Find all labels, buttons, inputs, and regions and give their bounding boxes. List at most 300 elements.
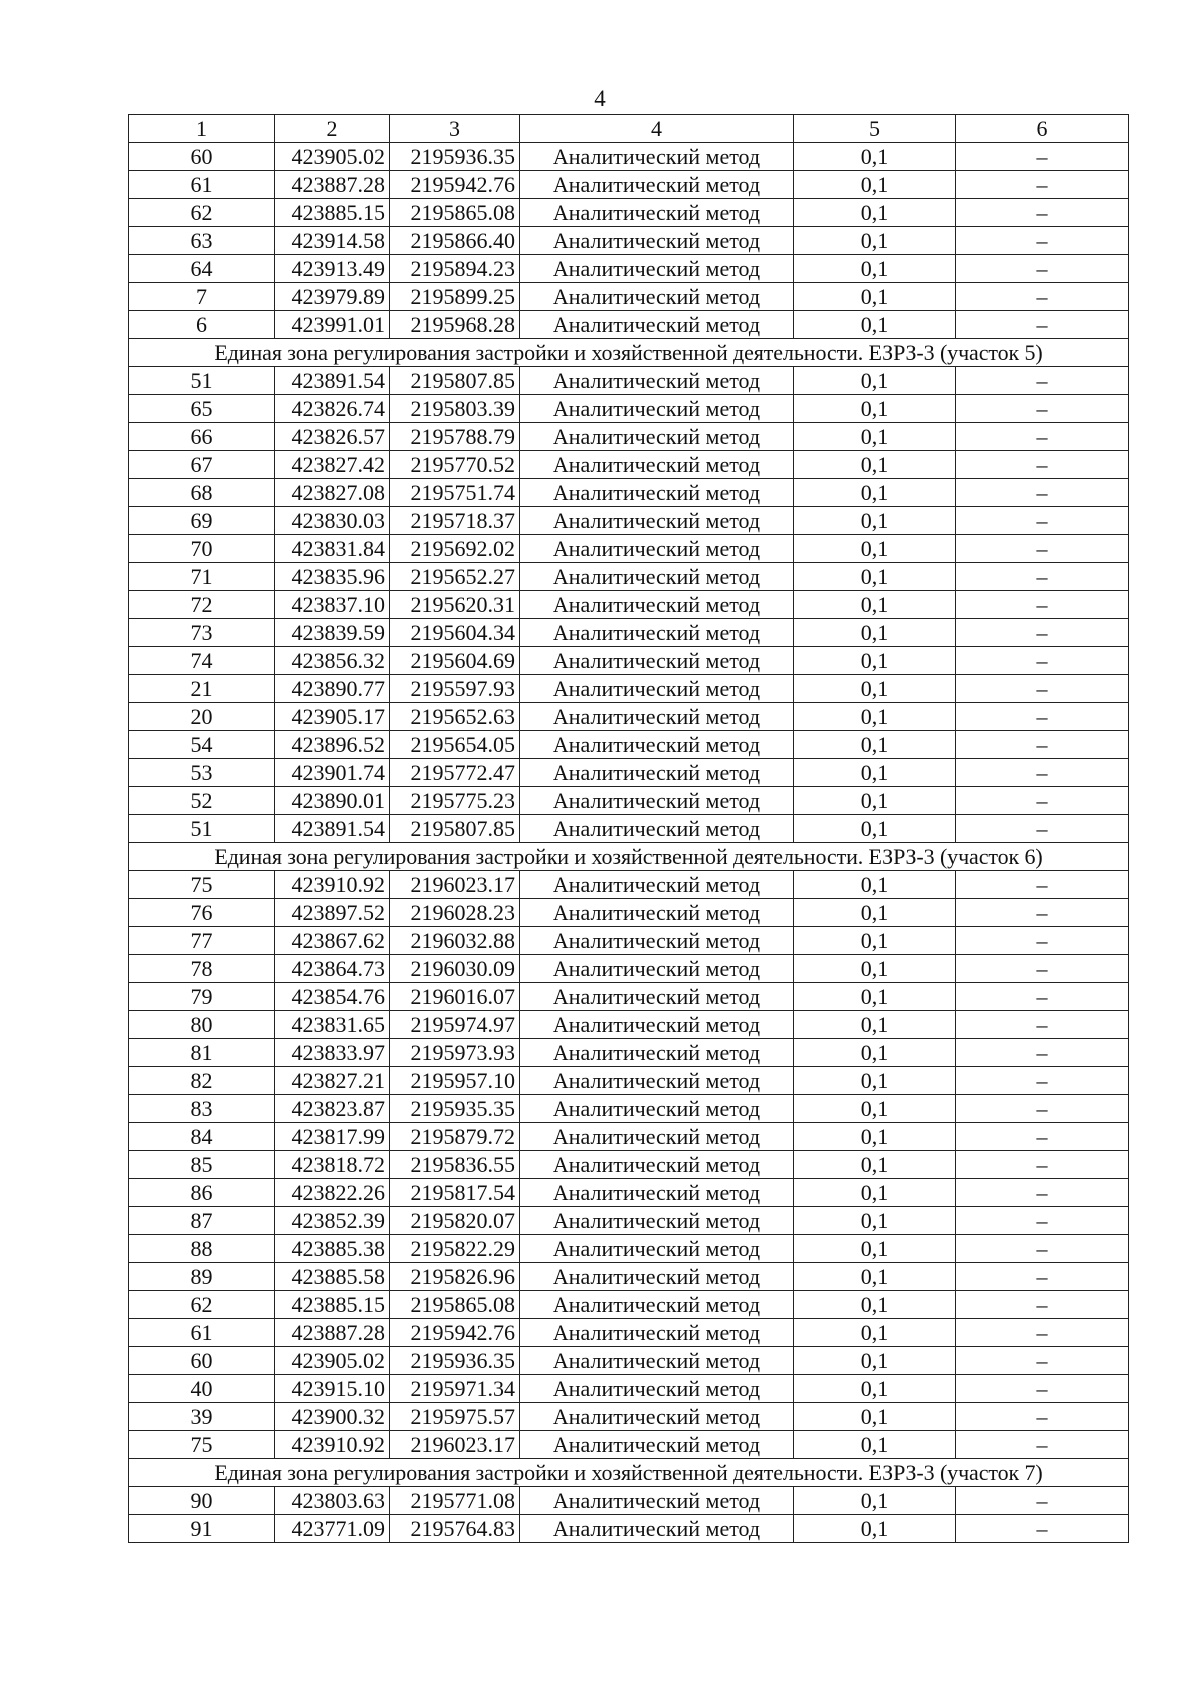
y-coordinate-cell: 2195968.28 — [390, 311, 520, 339]
method-cell: Аналитический метод — [520, 171, 794, 199]
zone-section-title: Единая зона регулирования застройки и хозяйственной деятельности. ЕЗРЗ-3 (участок 5) — [129, 339, 1129, 367]
note-cell: – — [956, 1067, 1129, 1095]
method-cell: Аналитический метод — [520, 367, 794, 395]
accuracy-cell: 0,1 — [794, 367, 956, 395]
y-coordinate-cell: 2195942.76 — [390, 171, 520, 199]
note-cell: – — [956, 1095, 1129, 1123]
page-number: 4 — [594, 86, 606, 111]
accuracy-cell: 0,1 — [794, 311, 956, 339]
point-number-cell: 89 — [129, 1263, 275, 1291]
accuracy-cell: 0,1 — [794, 983, 956, 1011]
x-coordinate-cell: 423854.76 — [275, 983, 390, 1011]
x-coordinate-cell: 423835.96 — [275, 563, 390, 591]
note-cell: – — [956, 535, 1129, 563]
note-cell: – — [956, 1487, 1129, 1515]
accuracy-cell: 0,1 — [794, 1123, 956, 1151]
y-coordinate-cell: 2196023.17 — [390, 1431, 520, 1459]
y-coordinate-cell: 2195620.31 — [390, 591, 520, 619]
table-row — [129, 143, 1129, 171]
point-number-cell: 62 — [129, 199, 275, 227]
method-cell: Аналитический метод — [520, 1207, 794, 1235]
table-row — [129, 1011, 1129, 1039]
point-number-cell: 74 — [129, 647, 275, 675]
point-number-cell: 75 — [129, 871, 275, 899]
y-coordinate-cell: 2195807.85 — [390, 367, 520, 395]
method-cell: Аналитический метод — [520, 619, 794, 647]
table-row — [129, 927, 1129, 955]
x-coordinate-cell: 423827.08 — [275, 479, 390, 507]
y-coordinate-cell: 2195975.57 — [390, 1403, 520, 1431]
y-coordinate-cell: 2195654.05 — [390, 731, 520, 759]
note-cell: – — [956, 423, 1129, 451]
x-coordinate-cell: 423837.10 — [275, 591, 390, 619]
method-cell: Аналитический метод — [520, 479, 794, 507]
point-number-cell: 6 — [129, 311, 275, 339]
accuracy-cell: 0,1 — [794, 871, 956, 899]
accuracy-cell: 0,1 — [794, 1151, 956, 1179]
y-coordinate-cell: 2195775.23 — [390, 787, 520, 815]
point-number-cell: 77 — [129, 927, 275, 955]
note-cell: – — [956, 1011, 1129, 1039]
method-cell: Аналитический метод — [520, 1095, 794, 1123]
y-coordinate-cell: 2195822.29 — [390, 1235, 520, 1263]
method-cell: Аналитический метод — [520, 1011, 794, 1039]
table-row — [129, 507, 1129, 535]
point-number-cell: 73 — [129, 619, 275, 647]
y-coordinate-cell: 2195936.35 — [390, 1347, 520, 1375]
point-number-cell: 40 — [129, 1375, 275, 1403]
note-cell: – — [956, 703, 1129, 731]
method-cell: Аналитический метод — [520, 1151, 794, 1179]
y-coordinate-cell: 2196023.17 — [390, 871, 520, 899]
table-row — [129, 451, 1129, 479]
table-row — [129, 591, 1129, 619]
note-cell: – — [956, 479, 1129, 507]
method-cell: Аналитический метод — [520, 1291, 794, 1319]
coordinates-table-body — [129, 115, 1129, 1543]
column-number-header: 4 — [520, 115, 794, 143]
table-row — [129, 983, 1129, 1011]
point-number-cell: 62 — [129, 1291, 275, 1319]
table-row — [129, 871, 1129, 899]
method-cell: Аналитический метод — [520, 1347, 794, 1375]
accuracy-cell: 0,1 — [794, 227, 956, 255]
note-cell: – — [956, 451, 1129, 479]
table-row — [129, 759, 1129, 787]
note-cell: – — [956, 675, 1129, 703]
note-cell: – — [956, 395, 1129, 423]
note-cell: – — [956, 311, 1129, 339]
accuracy-cell: 0,1 — [794, 1319, 956, 1347]
note-cell: – — [956, 143, 1129, 171]
x-coordinate-cell: 423890.01 — [275, 787, 390, 815]
method-cell: Аналитический метод — [520, 255, 794, 283]
point-number-cell: 75 — [129, 1431, 275, 1459]
method-cell: Аналитический метод — [520, 451, 794, 479]
point-number-cell: 61 — [129, 171, 275, 199]
table-row — [129, 1207, 1129, 1235]
accuracy-cell: 0,1 — [794, 451, 956, 479]
point-number-cell: 63 — [129, 227, 275, 255]
note-cell: – — [956, 815, 1129, 843]
y-coordinate-cell: 2195879.72 — [390, 1123, 520, 1151]
column-number-header: 1 — [129, 115, 275, 143]
y-coordinate-cell: 2195935.35 — [390, 1095, 520, 1123]
method-cell: Аналитический метод — [520, 815, 794, 843]
accuracy-cell: 0,1 — [794, 619, 956, 647]
table-row — [129, 199, 1129, 227]
y-coordinate-cell: 2195803.39 — [390, 395, 520, 423]
method-cell: Аналитический метод — [520, 675, 794, 703]
x-coordinate-cell: 423867.62 — [275, 927, 390, 955]
point-number-cell: 60 — [129, 1347, 275, 1375]
point-number-cell: 69 — [129, 507, 275, 535]
point-number-cell: 87 — [129, 1207, 275, 1235]
note-cell: – — [956, 1375, 1129, 1403]
table-row — [129, 899, 1129, 927]
column-number-header: 2 — [275, 115, 390, 143]
y-coordinate-cell: 2195764.83 — [390, 1515, 520, 1543]
method-cell: Аналитический метод — [520, 647, 794, 675]
x-coordinate-cell: 423905.02 — [275, 1347, 390, 1375]
point-number-cell: 51 — [129, 367, 275, 395]
accuracy-cell: 0,1 — [794, 423, 956, 451]
point-number-cell: 39 — [129, 1403, 275, 1431]
accuracy-cell: 0,1 — [794, 955, 956, 983]
accuracy-cell: 0,1 — [794, 1235, 956, 1263]
accuracy-cell: 0,1 — [794, 1067, 956, 1095]
y-coordinate-cell: 2195652.27 — [390, 563, 520, 591]
table-row — [129, 395, 1129, 423]
method-cell: Аналитический метод — [520, 1319, 794, 1347]
method-cell: Аналитический метод — [520, 1179, 794, 1207]
y-coordinate-cell: 2195771.08 — [390, 1487, 520, 1515]
method-cell: Аналитический метод — [520, 563, 794, 591]
table-row — [129, 1039, 1129, 1067]
note-cell: – — [956, 367, 1129, 395]
column-number-header: 3 — [390, 115, 520, 143]
table-row — [129, 283, 1129, 311]
y-coordinate-cell: 2195718.37 — [390, 507, 520, 535]
accuracy-cell: 0,1 — [794, 1039, 956, 1067]
method-cell: Аналитический метод — [520, 1375, 794, 1403]
x-coordinate-cell: 423915.10 — [275, 1375, 390, 1403]
note-cell: – — [956, 619, 1129, 647]
x-coordinate-cell: 423830.03 — [275, 507, 390, 535]
table-row — [129, 955, 1129, 983]
accuracy-cell: 0,1 — [794, 171, 956, 199]
point-number-cell: 66 — [129, 423, 275, 451]
point-number-cell: 21 — [129, 675, 275, 703]
y-coordinate-cell: 2195865.08 — [390, 1291, 520, 1319]
point-number-cell: 79 — [129, 983, 275, 1011]
point-number-cell: 84 — [129, 1123, 275, 1151]
table-row — [129, 731, 1129, 759]
note-cell: – — [956, 1207, 1129, 1235]
point-number-cell: 52 — [129, 787, 275, 815]
table-row — [129, 1123, 1129, 1151]
y-coordinate-cell: 2195899.25 — [390, 283, 520, 311]
point-number-cell: 20 — [129, 703, 275, 731]
x-coordinate-cell: 423885.58 — [275, 1263, 390, 1291]
point-number-cell: 68 — [129, 479, 275, 507]
point-number-cell: 71 — [129, 563, 275, 591]
note-cell: – — [956, 983, 1129, 1011]
accuracy-cell: 0,1 — [794, 647, 956, 675]
note-cell: – — [956, 199, 1129, 227]
table-row — [129, 815, 1129, 843]
y-coordinate-cell: 2195770.52 — [390, 451, 520, 479]
y-coordinate-cell: 2195957.10 — [390, 1067, 520, 1095]
x-coordinate-cell: 423914.58 — [275, 227, 390, 255]
accuracy-cell: 0,1 — [794, 675, 956, 703]
zone-section-row — [129, 843, 1129, 871]
y-coordinate-cell: 2195971.34 — [390, 1375, 520, 1403]
table-row — [129, 171, 1129, 199]
accuracy-cell: 0,1 — [794, 479, 956, 507]
x-coordinate-cell: 423833.97 — [275, 1039, 390, 1067]
note-cell: – — [956, 1039, 1129, 1067]
method-cell: Аналитический метод — [520, 899, 794, 927]
x-coordinate-cell: 423827.21 — [275, 1067, 390, 1095]
y-coordinate-cell: 2195604.69 — [390, 647, 520, 675]
table-row — [129, 1515, 1129, 1543]
accuracy-cell: 0,1 — [794, 255, 956, 283]
y-coordinate-cell: 2196032.88 — [390, 927, 520, 955]
accuracy-cell: 0,1 — [794, 507, 956, 535]
note-cell: – — [956, 759, 1129, 787]
x-coordinate-cell: 423885.38 — [275, 1235, 390, 1263]
note-cell: – — [956, 1403, 1129, 1431]
x-coordinate-cell: 423896.52 — [275, 731, 390, 759]
table-row — [129, 1095, 1129, 1123]
x-coordinate-cell: 423905.02 — [275, 143, 390, 171]
table-row — [129, 1319, 1129, 1347]
y-coordinate-cell: 2195826.96 — [390, 1263, 520, 1291]
x-coordinate-cell: 423891.54 — [275, 815, 390, 843]
point-number-cell: 76 — [129, 899, 275, 927]
point-number-cell: 85 — [129, 1151, 275, 1179]
table-row — [129, 1375, 1129, 1403]
x-coordinate-cell: 423818.72 — [275, 1151, 390, 1179]
accuracy-cell: 0,1 — [794, 1207, 956, 1235]
accuracy-cell: 0,1 — [794, 759, 956, 787]
y-coordinate-cell: 2195604.34 — [390, 619, 520, 647]
x-coordinate-cell: 423856.32 — [275, 647, 390, 675]
method-cell: Аналитический метод — [520, 423, 794, 451]
y-coordinate-cell: 2195836.55 — [390, 1151, 520, 1179]
accuracy-cell: 0,1 — [794, 1011, 956, 1039]
method-cell: Аналитический метод — [520, 871, 794, 899]
x-coordinate-cell: 423887.28 — [275, 171, 390, 199]
table-row — [129, 787, 1129, 815]
note-cell: – — [956, 507, 1129, 535]
table-row — [129, 619, 1129, 647]
x-coordinate-cell: 423826.57 — [275, 423, 390, 451]
table-row — [129, 647, 1129, 675]
accuracy-cell: 0,1 — [794, 1291, 956, 1319]
point-number-cell: 67 — [129, 451, 275, 479]
point-number-cell: 70 — [129, 535, 275, 563]
method-cell: Аналитический метод — [520, 143, 794, 171]
x-coordinate-cell: 423852.39 — [275, 1207, 390, 1235]
note-cell: – — [956, 1179, 1129, 1207]
x-coordinate-cell: 423771.09 — [275, 1515, 390, 1543]
y-coordinate-cell: 2195942.76 — [390, 1319, 520, 1347]
point-number-cell: 80 — [129, 1011, 275, 1039]
note-cell: – — [956, 283, 1129, 311]
accuracy-cell: 0,1 — [794, 395, 956, 423]
zone-section-row — [129, 339, 1129, 367]
table-row — [129, 367, 1129, 395]
x-coordinate-cell: 423864.73 — [275, 955, 390, 983]
y-coordinate-cell: 2195788.79 — [390, 423, 520, 451]
table-row — [129, 479, 1129, 507]
y-coordinate-cell: 2195597.93 — [390, 675, 520, 703]
method-cell: Аналитический метод — [520, 1487, 794, 1515]
method-cell: Аналитический метод — [520, 395, 794, 423]
point-number-cell: 53 — [129, 759, 275, 787]
y-coordinate-cell: 2195772.47 — [390, 759, 520, 787]
point-number-cell: 90 — [129, 1487, 275, 1515]
note-cell: – — [956, 1515, 1129, 1543]
column-number-header: 6 — [956, 115, 1129, 143]
point-number-cell: 65 — [129, 395, 275, 423]
accuracy-cell: 0,1 — [794, 199, 956, 227]
y-coordinate-cell: 2195974.97 — [390, 1011, 520, 1039]
accuracy-cell: 0,1 — [794, 1375, 956, 1403]
point-number-cell: 78 — [129, 955, 275, 983]
method-cell: Аналитический метод — [520, 591, 794, 619]
x-coordinate-cell: 423826.74 — [275, 395, 390, 423]
note-cell: – — [956, 171, 1129, 199]
x-coordinate-cell: 423905.17 — [275, 703, 390, 731]
x-coordinate-cell: 423910.92 — [275, 871, 390, 899]
note-cell: – — [956, 787, 1129, 815]
note-cell: – — [956, 1347, 1129, 1375]
point-number-cell: 91 — [129, 1515, 275, 1543]
zone-section-title: Единая зона регулирования застройки и хозяйственной деятельности. ЕЗРЗ-3 (участок 6) — [129, 843, 1129, 871]
x-coordinate-cell: 423823.87 — [275, 1095, 390, 1123]
method-cell: Аналитический метод — [520, 1515, 794, 1543]
table-row — [129, 1403, 1129, 1431]
method-cell: Аналитический метод — [520, 507, 794, 535]
method-cell: Аналитический метод — [520, 1263, 794, 1291]
x-coordinate-cell: 423913.49 — [275, 255, 390, 283]
note-cell: – — [956, 731, 1129, 759]
accuracy-cell: 0,1 — [794, 563, 956, 591]
accuracy-cell: 0,1 — [794, 1487, 956, 1515]
table-row — [129, 1431, 1129, 1459]
accuracy-cell: 0,1 — [794, 899, 956, 927]
accuracy-cell: 0,1 — [794, 535, 956, 563]
method-cell: Аналитический метод — [520, 955, 794, 983]
x-coordinate-cell: 423887.28 — [275, 1319, 390, 1347]
note-cell: – — [956, 1123, 1129, 1151]
table-row — [129, 1151, 1129, 1179]
accuracy-cell: 0,1 — [794, 1263, 956, 1291]
point-number-cell: 81 — [129, 1039, 275, 1067]
note-cell: – — [956, 955, 1129, 983]
table-row — [129, 1235, 1129, 1263]
accuracy-cell: 0,1 — [794, 787, 956, 815]
note-cell: – — [956, 1431, 1129, 1459]
table-row — [129, 1347, 1129, 1375]
point-number-cell: 82 — [129, 1067, 275, 1095]
table-row — [129, 227, 1129, 255]
x-coordinate-cell: 423822.26 — [275, 1179, 390, 1207]
x-coordinate-cell: 423890.77 — [275, 675, 390, 703]
point-number-cell: 64 — [129, 255, 275, 283]
y-coordinate-cell: 2195751.74 — [390, 479, 520, 507]
table-row — [129, 1291, 1129, 1319]
method-cell: Аналитический метод — [520, 703, 794, 731]
method-cell: Аналитический метод — [520, 787, 794, 815]
table-row — [129, 311, 1129, 339]
x-coordinate-cell: 423817.99 — [275, 1123, 390, 1151]
note-cell: – — [956, 1235, 1129, 1263]
note-cell: – — [956, 1151, 1129, 1179]
y-coordinate-cell: 2195820.07 — [390, 1207, 520, 1235]
x-coordinate-cell: 423803.63 — [275, 1487, 390, 1515]
accuracy-cell: 0,1 — [794, 731, 956, 759]
method-cell: Аналитический метод — [520, 535, 794, 563]
x-coordinate-cell: 423827.42 — [275, 451, 390, 479]
method-cell: Аналитический метод — [520, 1123, 794, 1151]
accuracy-cell: 0,1 — [794, 815, 956, 843]
y-coordinate-cell: 2195894.23 — [390, 255, 520, 283]
accuracy-cell: 0,1 — [794, 927, 956, 955]
note-cell: – — [956, 255, 1129, 283]
y-coordinate-cell: 2196030.09 — [390, 955, 520, 983]
method-cell: Аналитический метод — [520, 731, 794, 759]
note-cell: – — [956, 647, 1129, 675]
method-cell: Аналитический метод — [520, 1431, 794, 1459]
y-coordinate-cell: 2195817.54 — [390, 1179, 520, 1207]
y-coordinate-cell: 2195652.63 — [390, 703, 520, 731]
point-number-cell: 72 — [129, 591, 275, 619]
zone-section-row — [129, 1459, 1129, 1487]
y-coordinate-cell: 2195973.93 — [390, 1039, 520, 1067]
x-coordinate-cell: 423901.74 — [275, 759, 390, 787]
accuracy-cell: 0,1 — [794, 1347, 956, 1375]
y-coordinate-cell: 2196016.07 — [390, 983, 520, 1011]
note-cell: – — [956, 1291, 1129, 1319]
note-cell: – — [956, 1263, 1129, 1291]
point-number-cell: 88 — [129, 1235, 275, 1263]
table-row — [129, 1263, 1129, 1291]
method-cell: Аналитический метод — [520, 283, 794, 311]
table-row — [129, 563, 1129, 591]
method-cell: Аналитический метод — [520, 199, 794, 227]
table-row — [129, 1487, 1129, 1515]
y-coordinate-cell: 2195936.35 — [390, 143, 520, 171]
accuracy-cell: 0,1 — [794, 1515, 956, 1543]
y-coordinate-cell: 2196028.23 — [390, 899, 520, 927]
table-row — [129, 675, 1129, 703]
method-cell: Аналитический метод — [520, 927, 794, 955]
zone-section-title: Единая зона регулирования застройки и хозяйственной деятельности. ЕЗРЗ-3 (участок 7) — [129, 1459, 1129, 1487]
x-coordinate-cell: 423831.84 — [275, 535, 390, 563]
table-row — [129, 1067, 1129, 1095]
note-cell: – — [956, 899, 1129, 927]
point-number-cell: 60 — [129, 143, 275, 171]
accuracy-cell: 0,1 — [794, 143, 956, 171]
x-coordinate-cell: 423891.54 — [275, 367, 390, 395]
point-number-cell: 54 — [129, 731, 275, 759]
x-coordinate-cell: 423897.52 — [275, 899, 390, 927]
accuracy-cell: 0,1 — [794, 283, 956, 311]
